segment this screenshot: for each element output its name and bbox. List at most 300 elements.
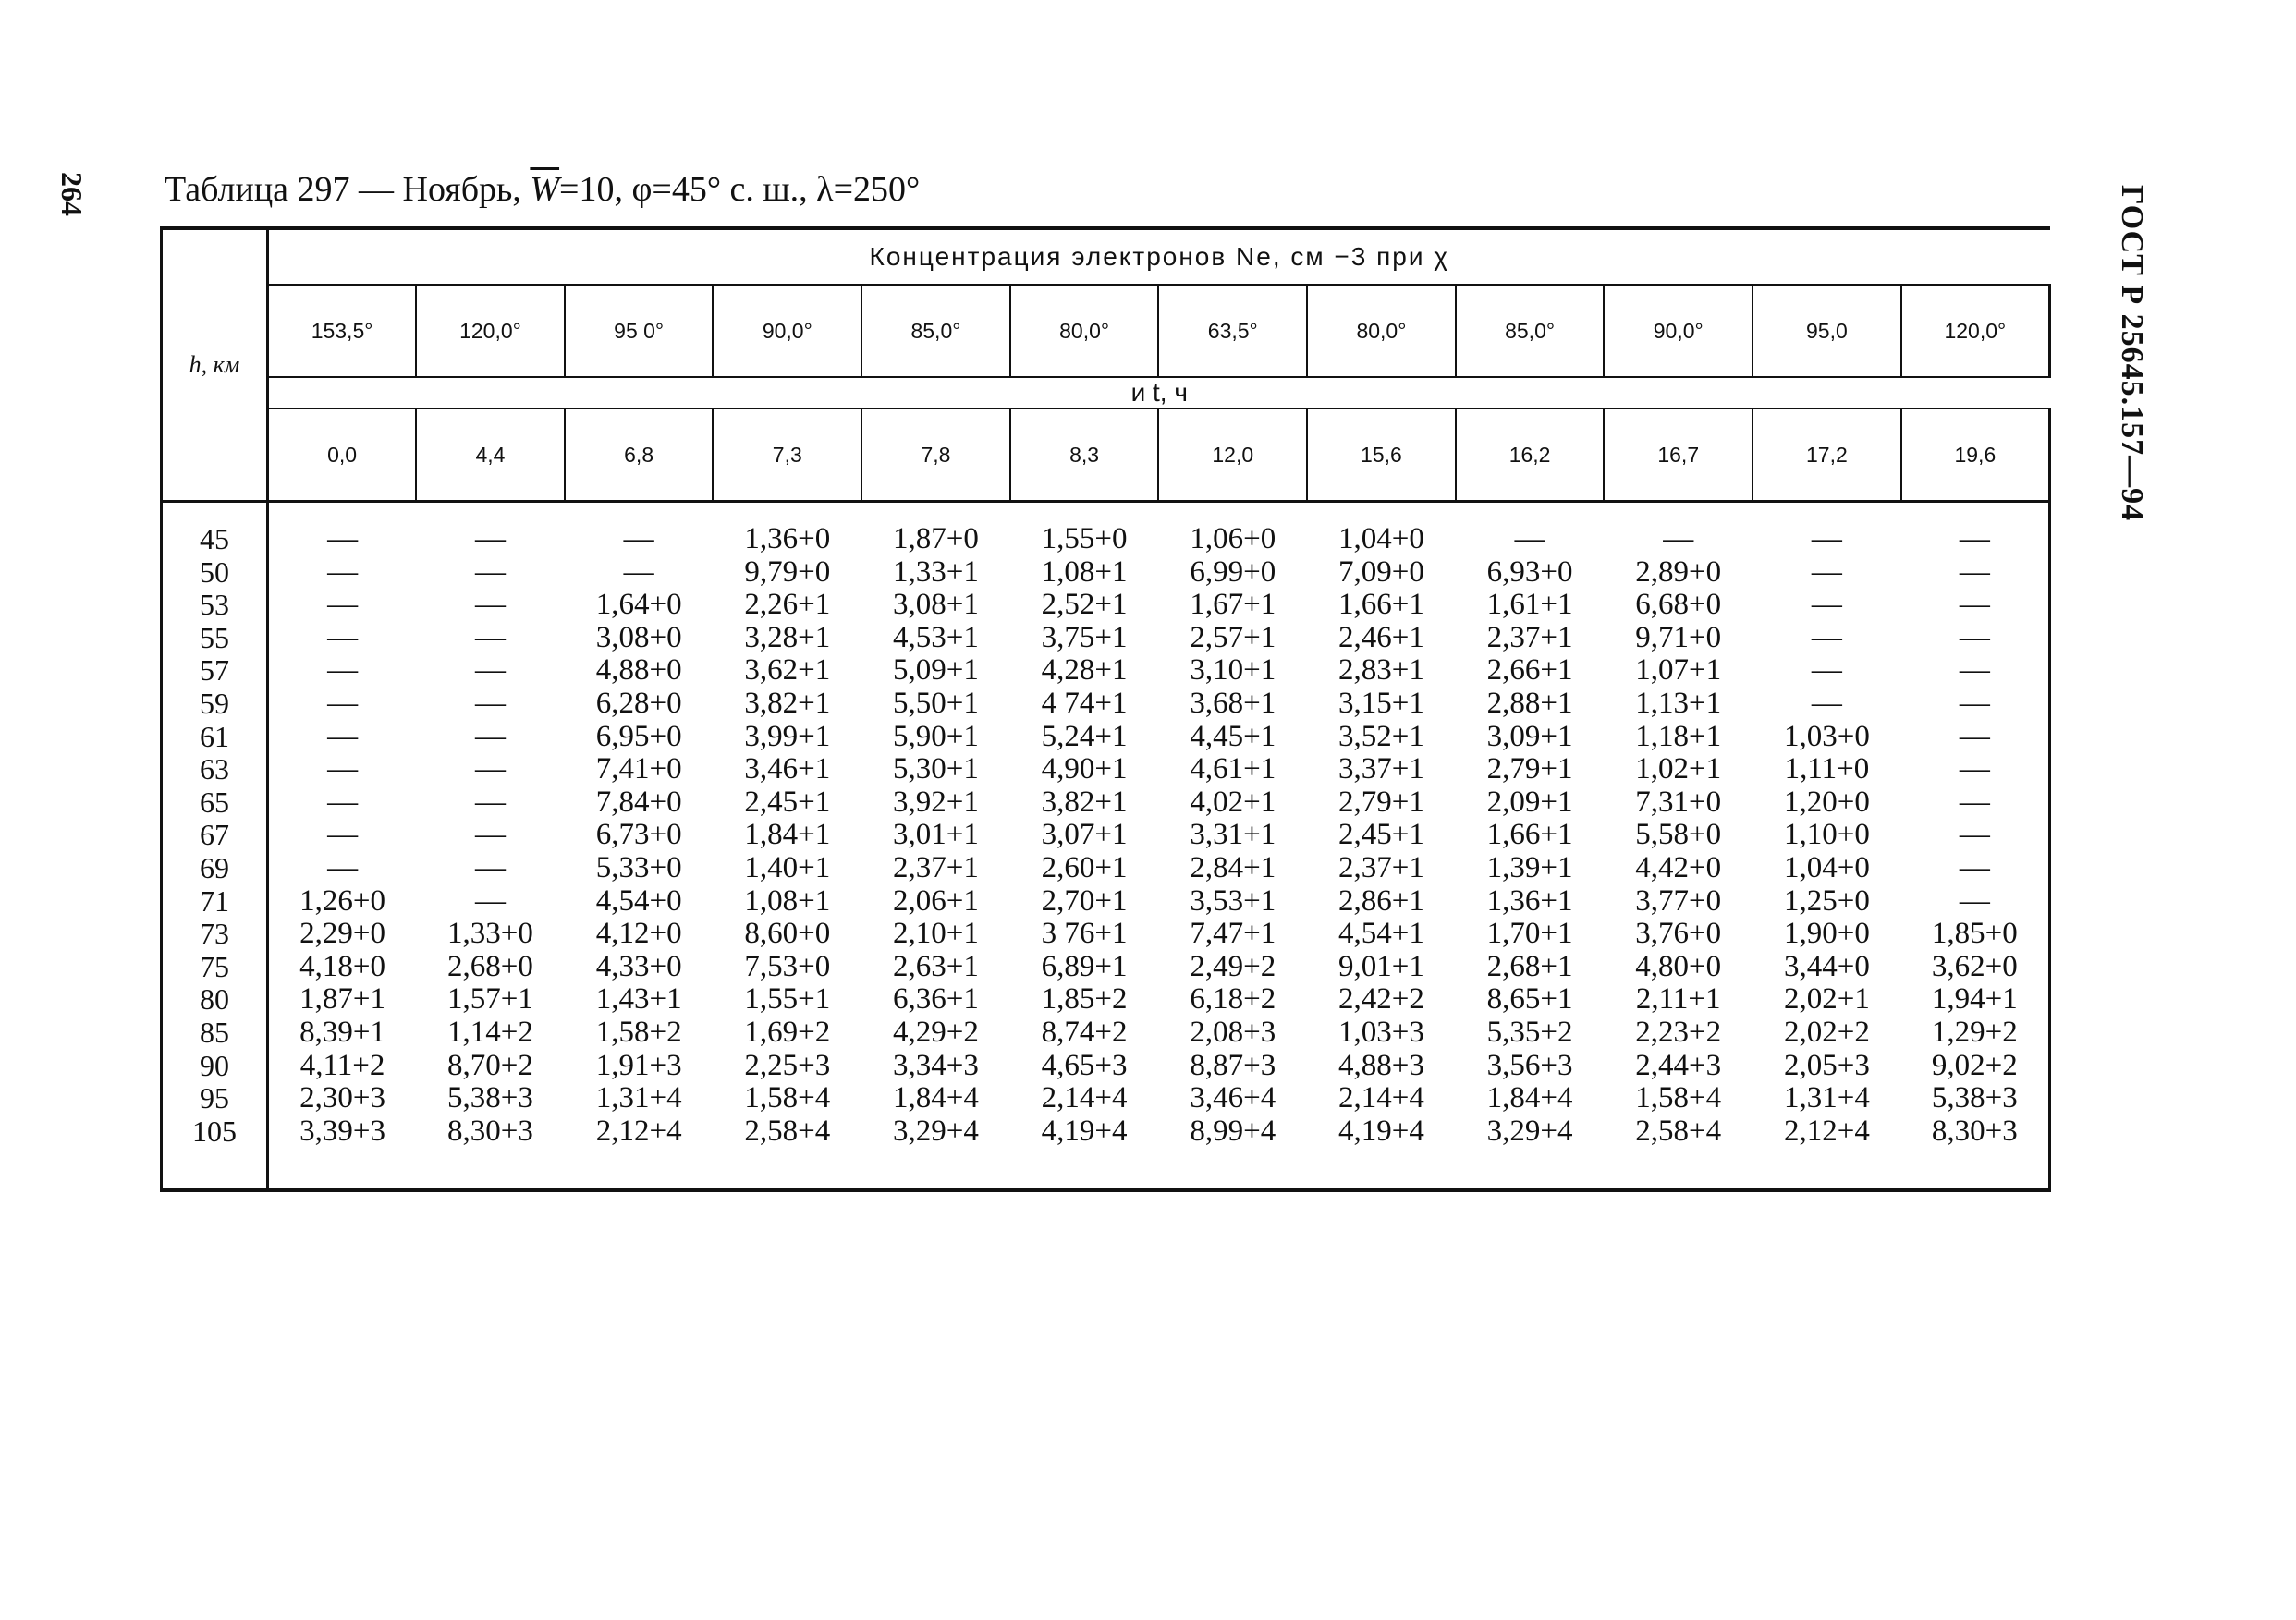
value-cell: 7,09+0 [1337,554,1424,589]
value-cell: 7,84+0 [595,785,682,819]
value-cell: — [474,752,506,786]
value-cell: — [1901,688,2050,721]
page-number: 264 [55,172,89,216]
value-cell: 2,84+1 [1190,850,1276,884]
value-cell: 2,02+2 [1783,1015,1870,1049]
value-cell: 4,28+1 [1041,653,1128,688]
value-cell: 1,02+1 [1635,752,1722,786]
value-cell: 6,95+0 [595,719,682,753]
height-cell: 50 [162,556,268,590]
value-cell: 7,41+0 [595,752,682,786]
value-cell: 1,31+4 [595,1081,682,1115]
value-cell: 2,44+3 [1635,1048,1722,1082]
value-cell: 4,88+0 [595,653,682,688]
value-cell: 1,11+0 [1784,752,1870,786]
header-time-cell: 6,8 [565,408,714,502]
value-cell: 6,73+0 [595,818,682,852]
table-row [162,589,2050,622]
value-cell: 2,12+4 [595,1114,682,1148]
table-row [162,622,2050,655]
value-cell: 6,89+1 [1041,949,1128,983]
value-cell: — [1811,522,1842,555]
value-cell: 1,14+2 [447,1015,533,1049]
value-cell: 1,94+1 [1901,983,2050,1017]
value-cell: 4,53+1 [893,620,979,654]
value-cell: 2,49+2 [1190,949,1276,983]
value-cell: 8,65+1 [1486,982,1573,1017]
table-row [162,983,2050,1017]
header-time-cell: 0,0 [268,408,417,502]
header-time-cell: 16,2 [1456,408,1605,502]
value-cell: 1,40+1 [744,850,831,884]
value-cell: 3,37+1 [1337,752,1424,786]
height-cell: 55 [162,622,268,655]
value-cell: 3,62+1 [744,653,831,688]
value-cell: 2,05+3 [1783,1048,1870,1082]
value-cell: 8,30+3 [447,1114,533,1148]
value-cell: 1,87+1 [299,982,386,1017]
value-cell: — [1811,620,1842,654]
header-time-cell: 8,3 [1010,408,1159,502]
value-cell: 3,75+1 [1041,620,1128,654]
value-cell: 2,46+1 [1337,620,1424,654]
value-cell: 1,20+0 [1783,785,1870,819]
value-cell: 2,68+0 [447,949,533,983]
value-cell: 1,04+0 [1783,850,1870,884]
value-cell: 1,61+1 [1486,588,1573,622]
value-cell: 2,89+0 [1635,554,1722,589]
value-cell: 2,58+4 [1635,1114,1722,1148]
value-cell: 2,79+1 [1337,785,1424,819]
value-cell: 5,58+0 [1635,818,1722,852]
value-cell: 1,39+1 [1486,850,1573,884]
value-cell: 2,26+1 [744,588,831,622]
table-row [162,786,2050,820]
value-cell: — [327,719,359,753]
value-cell: 4,88+3 [1337,1048,1424,1082]
value-cell: 6,18+2 [1190,982,1276,1017]
value-cell: 2,10+1 [893,917,979,951]
value-cell: 3,82+1 [1041,785,1128,819]
value-cell: 6,28+0 [595,686,682,720]
value-cell: 1,07+1 [1635,653,1722,688]
value-cell: 1,06+0 [1190,522,1276,555]
value-cell: — [327,818,359,852]
height-cell: 71 [162,885,268,919]
value-cell: 2,37+1 [1337,850,1424,884]
value-cell: 3,99+1 [744,719,831,753]
value-cell: 3,82+1 [744,686,831,720]
header-time-cell: 19,6 [1901,408,2050,502]
value-cell: 3,10+1 [1190,653,1276,688]
value-cell: 1,33+1 [893,554,979,589]
height-cell: 57 [162,654,268,688]
value-cell: — [327,850,359,884]
value-cell: 1,66+1 [1337,588,1424,622]
value-cell: 8,60+0 [744,917,831,951]
value-cell: 1,55+1 [744,982,831,1017]
table-row [162,654,2050,688]
value-cell: — [1811,588,1842,622]
value-cell: 8,99+4 [1190,1114,1276,1148]
table-row [162,1082,2050,1115]
value-cell: 6,99+0 [1190,554,1276,589]
value-cell: 2,09+1 [1486,785,1573,819]
value-cell: 2,66+1 [1486,653,1573,688]
value-cell: 2,86+1 [1337,883,1424,918]
value-cell: 7,31+0 [1635,785,1722,819]
value-cell: 2,60+1 [1041,850,1128,884]
value-cell: 4,42+0 [1635,850,1722,884]
value-cell: 1,64+0 [595,588,682,622]
value-cell: — [1901,885,2050,919]
value-cell: 3,76+0 [1635,917,1722,951]
value-cell: — [327,686,359,720]
value-cell: — [474,818,506,852]
value-cell: 4,11+2 [299,1048,385,1082]
height-cell: 67 [162,819,268,852]
value-cell: 1,84+1 [744,818,831,852]
value-cell: 2,88+1 [1486,686,1573,720]
value-cell: 5,50+1 [893,686,979,720]
header-chi-cell: 120,0° [1901,285,2050,377]
table-title-prefix: Таблица 297 — Ноябрь, [165,170,531,209]
value-cell: — [327,522,359,555]
value-cell: 3,46+1 [744,752,831,786]
value-cell: 1,69+2 [744,1015,831,1049]
value-cell: — [327,752,359,786]
value-cell: 8,74+2 [1041,1015,1128,1049]
header-chi-row [162,285,2050,377]
value-cell: 5,38+3 [1901,1082,2050,1115]
value-cell: — [327,653,359,688]
table-row [162,1017,2050,1050]
value-cell: 5,09+1 [893,653,979,688]
value-cell: 5,35+2 [1486,1015,1573,1049]
height-cell: 45 [162,523,268,556]
value-cell: — [474,522,506,555]
value-cell: 1,25+0 [1783,883,1870,918]
value-cell: 3,52+1 [1337,719,1424,753]
table-body [162,502,2050,1191]
value-cell: — [474,850,506,884]
value-cell: 3,46+4 [1190,1081,1276,1115]
value-cell: 7,47+1 [1190,917,1276,951]
value-cell: 1,03+0 [1783,719,1870,753]
value-cell: 4,18+0 [299,949,386,983]
header-time-cell: 7,8 [861,408,1010,502]
header-chi-cell: 63,5° [1158,285,1307,377]
value-cell: 2,14+4 [1337,1081,1424,1115]
table-row [162,885,2050,919]
height-cell: 95 [162,1082,268,1115]
value-cell: 4,65+3 [1041,1048,1128,1082]
table-row [162,819,2050,852]
header-chi-cell: 120,0° [416,285,565,377]
height-cell: 59 [162,688,268,721]
value-cell: — [474,620,506,654]
value-cell: 5,24+1 [1041,719,1128,753]
height-cell: 80 [162,983,268,1017]
value-cell: 4,29+2 [893,1015,979,1049]
value-cell: 3,39+3 [299,1114,386,1148]
value-cell: 6,93+0 [1486,554,1573,589]
header-chi-cell: 90,0° [1604,285,1753,377]
value-cell: 1,18+1 [1635,719,1722,753]
value-cell: 2,70+1 [1041,883,1128,918]
value-cell: 6,36+1 [893,982,979,1017]
value-cell: 5,30+1 [893,752,979,786]
value-cell: — [1901,819,2050,852]
value-cell: 6,68+0 [1635,588,1722,622]
value-cell: 4,33+0 [595,949,682,983]
value-cell: 1,10+0 [1783,818,1870,852]
value-cell: 8,87+3 [1190,1048,1276,1082]
value-cell: 4,19+4 [1041,1114,1128,1148]
height-cell: 65 [162,786,268,820]
value-cell: — [1901,523,2050,556]
table-row [162,556,2050,590]
value-cell: 1,91+3 [595,1048,682,1082]
height-cell: 61 [162,721,268,754]
value-cell: 3,29+4 [1486,1114,1573,1148]
value-cell: 3 76+1 [1041,917,1128,951]
value-cell: 2,06+1 [893,883,979,918]
table-row [162,1050,2050,1083]
height-cell: 69 [162,852,268,885]
value-cell: 2,83+1 [1337,653,1424,688]
value-cell: 2,30+3 [299,1081,386,1115]
value-cell: — [1901,654,2050,688]
value-cell: 4,54+1 [1337,917,1424,951]
value-cell: — [327,785,359,819]
value-cell: — [1811,653,1842,688]
value-cell: 4 74+1 [1041,686,1128,720]
value-cell: 3,01+1 [893,818,979,852]
value-cell: 1,33+0 [447,917,533,951]
value-cell: 1,90+0 [1783,917,1870,951]
value-cell: — [327,620,359,654]
value-cell: 3,34+3 [893,1048,979,1082]
value-cell: 2,23+2 [1635,1015,1722,1049]
value-cell: 3,68+1 [1190,686,1276,720]
value-cell: 2,37+1 [1486,620,1573,654]
table-row [162,951,2050,984]
value-cell: 1,36+0 [744,522,831,555]
table-row [162,721,2050,754]
value-cell: 3,53+1 [1190,883,1276,918]
value-cell: 2,45+1 [1337,818,1424,852]
value-cell: 1,85+2 [1041,982,1128,1017]
value-cell: 1,58+4 [1635,1081,1722,1115]
value-cell: 5,38+3 [447,1081,533,1115]
value-cell: 3,44+0 [1783,949,1870,983]
value-cell: 8,30+3 [1901,1115,2050,1149]
value-cell: 3,15+1 [1337,686,1424,720]
value-cell: 4,12+0 [595,917,682,951]
value-cell: 2,45+1 [744,785,831,819]
value-cell: — [474,588,506,622]
value-cell: 2,12+4 [1783,1114,1870,1148]
value-cell: 1,31+4 [1783,1081,1870,1115]
value-cell: 4,54+0 [595,883,682,918]
value-cell: 1,84+4 [893,1081,979,1115]
value-cell: 2,79+1 [1486,752,1573,786]
value-cell: 7,53+0 [744,949,831,983]
value-cell: 1,58+2 [595,1015,682,1049]
value-cell: 1,84+4 [1486,1081,1573,1115]
value-cell: — [474,653,506,688]
header-chi-cell: 85,0° [1456,285,1605,377]
height-cell: 90 [162,1050,268,1083]
value-cell: 8,39+1 [299,1015,386,1049]
header-chi-cell: 153,5° [268,285,417,377]
header-chi-cell: 90,0° [713,285,861,377]
height-cell: 85 [162,1017,268,1050]
value-cell: 1,29+2 [1901,1017,2050,1050]
value-cell: 4,80+0 [1635,949,1722,983]
value-cell: — [1901,753,2050,786]
value-cell: 2,57+1 [1190,620,1276,654]
header-concentration: Концентрация электронов Ne, см −3 при χ [268,228,2050,285]
value-cell: 2,37+1 [893,850,979,884]
value-cell: 3,92+1 [893,785,979,819]
header-time-cell: 7,3 [713,408,861,502]
header-time-cell: 12,0 [1158,408,1307,502]
value-cell: 1,67+1 [1190,588,1276,622]
height-cell: 73 [162,918,268,951]
table-row [162,918,2050,951]
header-time-label: и t, ч [268,377,2050,408]
value-cell: — [474,686,506,720]
value-cell: — [1901,556,2050,590]
value-cell: 1,70+1 [1486,917,1573,951]
value-cell: 3,08+0 [595,620,682,654]
value-cell: — [1901,852,2050,885]
value-cell: 3,77+0 [1635,883,1722,918]
value-cell: 5,33+0 [595,850,682,884]
header-time-row [162,408,2050,502]
header-chi-cell: 80,0° [1307,285,1456,377]
value-cell: 8,70+2 [447,1048,533,1082]
value-cell: — [1901,622,2050,655]
value-cell: 2,02+1 [1783,982,1870,1017]
table-title [165,169,920,210]
value-cell: — [327,554,359,589]
value-cell: 3,31+1 [1190,818,1276,852]
value-cell: 1,04+0 [1337,522,1424,555]
value-cell: — [474,883,506,918]
table-title-params: =10, φ=45° с. ш., λ=250° [559,170,921,209]
value-cell: 9,02+2 [1901,1050,2050,1083]
header-chi-cell: 80,0° [1010,285,1159,377]
electron-concentration-table [160,226,2051,1192]
value-cell: 1,08+1 [1041,554,1128,589]
value-cell: 3,28+1 [744,620,831,654]
value-cell: — [1811,554,1842,589]
data-table-wrapper [160,226,2051,1192]
value-cell: 2,29+0 [299,917,386,951]
value-cell: 3,56+3 [1486,1048,1573,1082]
height-cell: 63 [162,753,268,786]
value-cell: 5,90+1 [893,719,979,753]
value-cell: 2,58+4 [744,1114,831,1148]
height-cell: 53 [162,589,268,622]
value-cell: — [1514,522,1545,555]
value-cell: 2,52+1 [1041,588,1128,622]
value-cell: — [474,554,506,589]
value-cell: — [623,554,654,589]
value-cell: — [1901,589,2050,622]
height-cell: 75 [162,951,268,984]
header-time-cell: 16,7 [1604,408,1753,502]
table-row [162,523,2050,556]
value-cell: 2,08+3 [1190,1015,1276,1049]
value-cell: 1,03+3 [1337,1015,1424,1049]
value-cell: 4,61+1 [1190,752,1276,786]
value-cell: 4,45+1 [1190,719,1276,753]
standard-code: ГОСТ Р 25645.157—94 [2115,185,2149,522]
value-cell: 1,87+0 [893,522,979,555]
value-cell: 1,66+1 [1486,818,1573,852]
header-time-cell: 4,4 [416,408,565,502]
value-cell: 9,71+0 [1635,620,1722,654]
value-cell: 3,09+1 [1486,719,1573,753]
value-cell: 9,79+0 [744,554,831,589]
height-cell: 105 [162,1115,268,1149]
value-cell: 1,13+1 [1635,686,1722,720]
table-row [162,852,2050,885]
value-cell: — [1901,786,2050,820]
value-cell: — [1811,686,1842,720]
value-cell: 3,07+1 [1041,818,1128,852]
value-cell: 3,08+1 [893,588,979,622]
value-cell: 4,02+1 [1190,785,1276,819]
value-cell: 1,36+1 [1486,883,1573,918]
value-cell: — [1663,522,1694,555]
value-cell: 3,29+4 [893,1114,979,1148]
header-time-cell: 17,2 [1753,408,1901,502]
header-height: h, км [162,228,268,502]
value-cell: — [623,522,654,555]
value-cell: 1,57+1 [447,982,533,1017]
value-cell: 4,90+1 [1041,752,1128,786]
header-chi-cell: 85,0° [861,285,1010,377]
value-cell: 1,08+1 [744,883,831,918]
value-cell: 1,43+1 [595,982,682,1017]
value-cell: 9,01+1 [1337,949,1424,983]
value-cell: — [327,588,359,622]
value-cell: — [474,785,506,819]
header-chi-cell: 95 0° [565,285,714,377]
value-cell: 2,63+1 [893,949,979,983]
value-cell: 2,25+3 [744,1048,831,1082]
header-chi-cell: 95,0 [1753,285,1901,377]
w-symbol: $\overline{W}$ [530,170,560,209]
value-cell: 1,55+0 [1041,522,1128,555]
value-cell: 2,11+1 [1635,982,1721,1017]
value-cell: 4,19+4 [1337,1114,1424,1148]
value-cell: 2,42+2 [1337,982,1424,1017]
value-cell: 2,68+1 [1486,949,1573,983]
value-cell: 3,62+0 [1901,951,2050,984]
value-cell: 1,58+4 [744,1081,831,1115]
value-cell: — [1901,721,2050,754]
table-row [162,688,2050,721]
value-cell: 1,85+0 [1901,918,2050,951]
value-cell: 2,14+4 [1041,1081,1128,1115]
header-time-cell: 15,6 [1307,408,1456,502]
